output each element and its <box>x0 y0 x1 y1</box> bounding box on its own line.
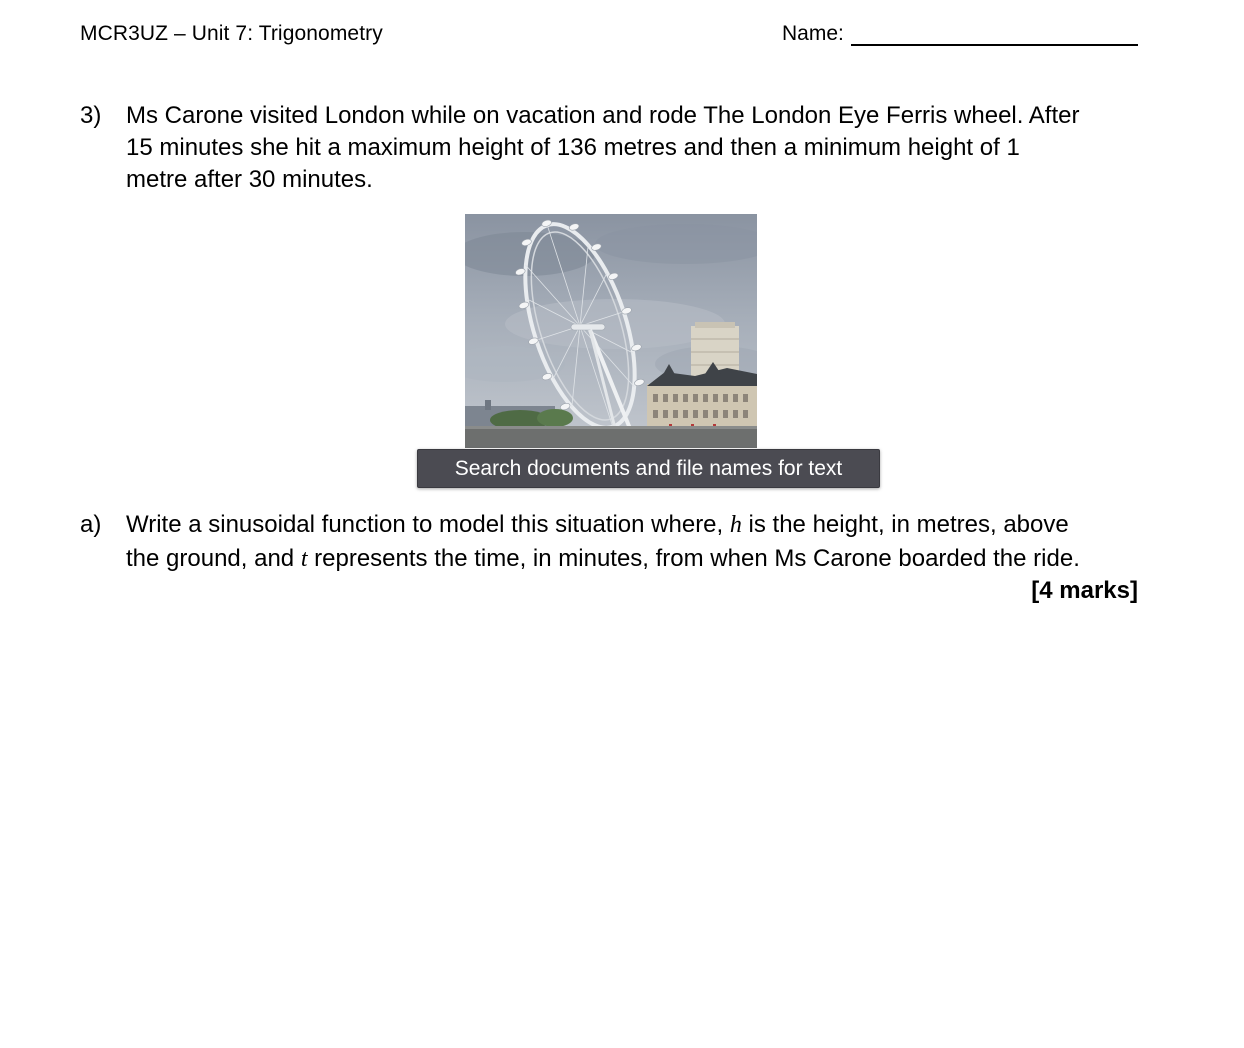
question-number: 3) <box>80 102 102 129</box>
part-a-text-3: represents the time, in minutes, from when Ms Carone boarded the ride. <box>307 545 1080 572</box>
part-a-text <box>126 508 1086 576</box>
variable-t: t <box>300 546 308 572</box>
variable-h: h <box>729 512 742 538</box>
marks-label: [4 marks] <box>1031 577 1138 604</box>
name-label: Name: <box>782 22 844 45</box>
part-a-text-2: is the height, in metres, above the ground, and <box>126 511 1069 572</box>
london-eye-photo <box>465 214 757 448</box>
part-a-label: a) <box>80 511 102 538</box>
part-a-text-1: Write a sinusoidal function to model this situation where, <box>126 511 730 538</box>
course-title: MCR3UZ – Unit 7: Trigonometry <box>80 22 383 45</box>
name-blank-line[interactable] <box>851 44 1138 46</box>
search-tooltip: Search documents and file names for text <box>417 449 880 488</box>
question-text: Ms Carone visited London while on vacation and rode The London Eye Ferris wheel. After 15 minutes she hit a maximum height of 136 metres and then a minimum height of 1 metre after 30 minutes. <box>126 102 1080 193</box>
